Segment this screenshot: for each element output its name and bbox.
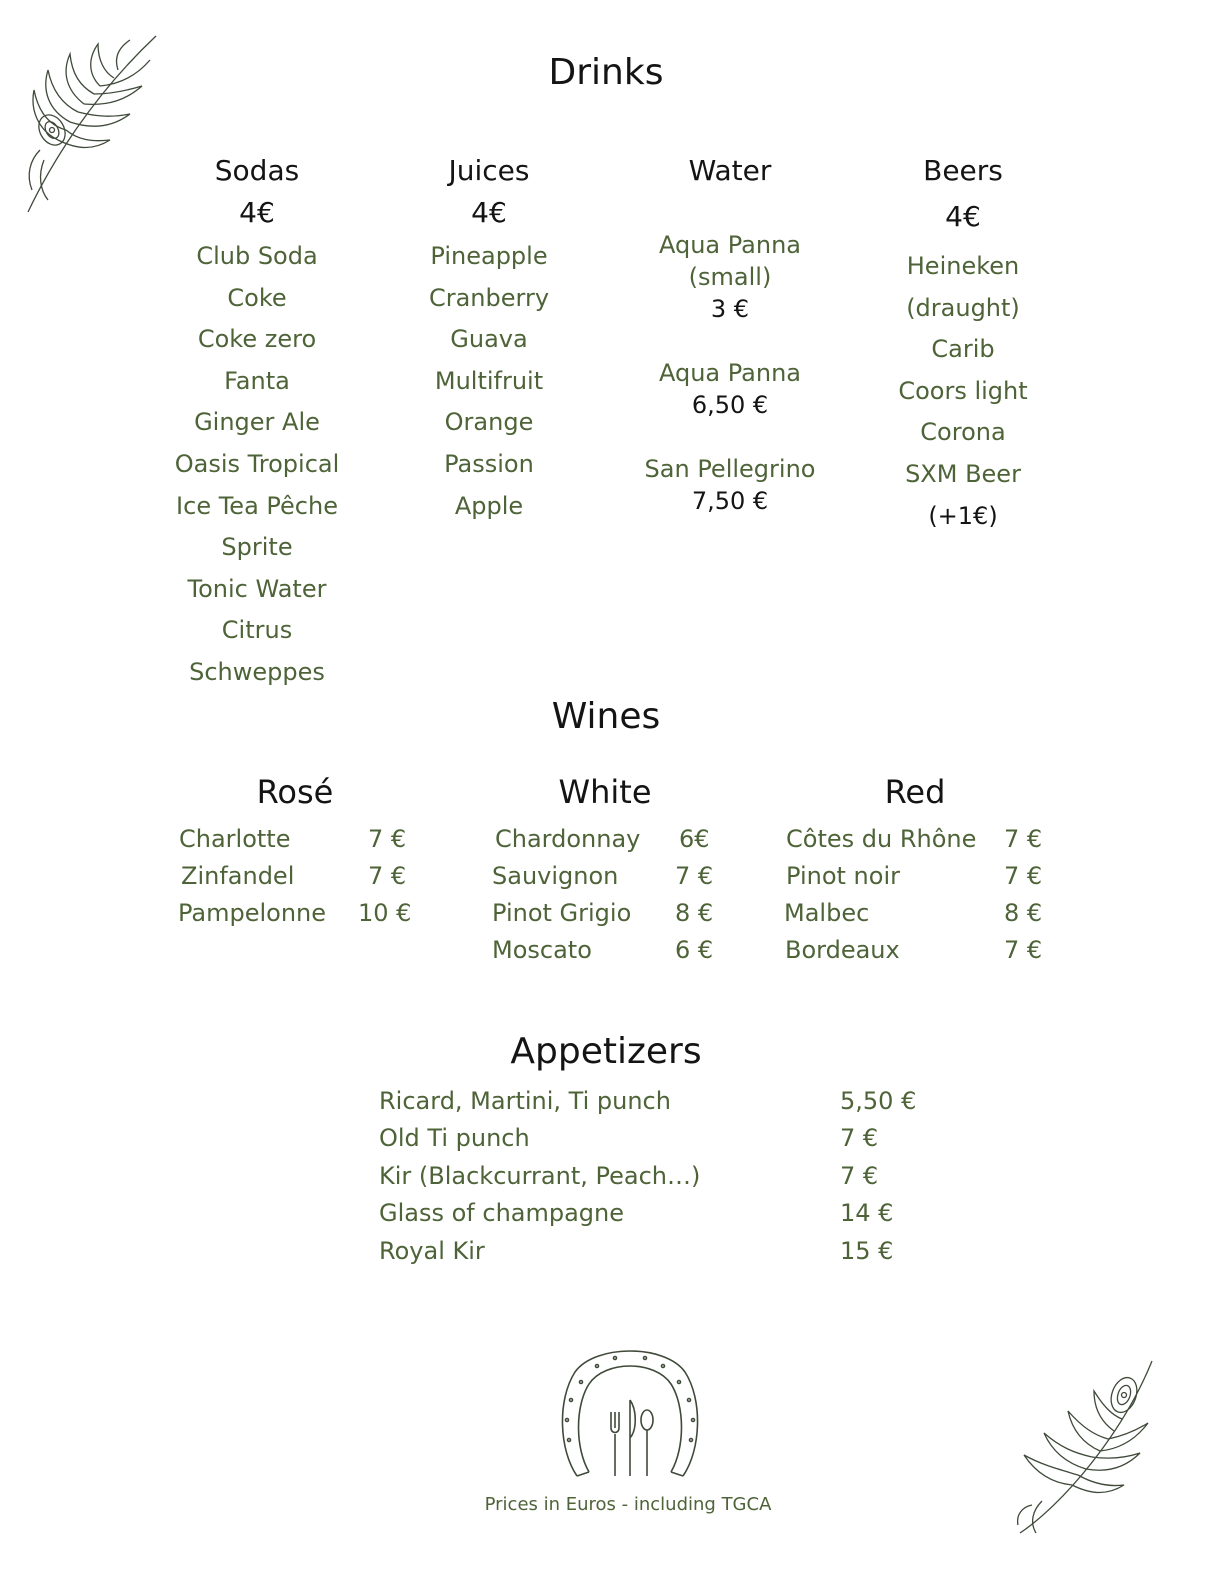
wine-name: Bordeaux bbox=[785, 936, 900, 964]
list-item: Apple bbox=[454, 491, 524, 520]
red-heading: Red bbox=[884, 773, 946, 811]
drinks-title: Drinks bbox=[548, 52, 664, 93]
appetizer-price: 7 € bbox=[840, 1162, 879, 1190]
wine-name: Chardonnay bbox=[495, 825, 641, 853]
wine-price: 7 € bbox=[1004, 862, 1043, 890]
list-item: (+1€) bbox=[928, 501, 998, 530]
appetizer-name: Glass of champagne bbox=[379, 1199, 625, 1227]
juices-price: 4€ bbox=[471, 196, 507, 229]
wine-price: 7 € bbox=[1004, 936, 1043, 964]
wine-name: Sauvignon bbox=[492, 862, 619, 890]
wine-price: 7 € bbox=[675, 862, 714, 890]
wine-price: 6€ bbox=[679, 825, 710, 853]
list-item: Passion bbox=[444, 449, 534, 478]
wine-name: Malbec bbox=[784, 899, 870, 927]
list-item: Multifruit bbox=[434, 366, 544, 395]
wine-name: Pinot noir bbox=[786, 862, 900, 890]
appetizer-name: Kir (Blackcurrant, Peach…) bbox=[379, 1162, 701, 1190]
water-price: 7,50 € bbox=[691, 487, 769, 515]
water-price: 6,50 € bbox=[691, 391, 769, 419]
appetizer-name: Ricard, Martini, Ti punch bbox=[379, 1087, 671, 1115]
wine-price: 7 € bbox=[368, 825, 407, 853]
list-item: (draught) bbox=[906, 293, 1020, 322]
list-item: Sprite bbox=[221, 533, 293, 562]
list-item: Oasis Tropical bbox=[174, 449, 340, 478]
list-item: Ice Tea Pêche bbox=[176, 491, 338, 520]
wine-price: 7 € bbox=[368, 862, 407, 890]
wine-price: 8 € bbox=[1004, 899, 1043, 927]
sodas-price: 4€ bbox=[239, 196, 275, 229]
list-item: Heineken bbox=[906, 252, 1020, 280]
list-item: Coors light bbox=[898, 376, 1028, 405]
water-name: Aqua Panna bbox=[658, 359, 801, 387]
water-item-3 bbox=[610, 453, 850, 517]
appetizer-name: Royal Kir bbox=[379, 1237, 485, 1265]
water-price: 3 € bbox=[710, 295, 750, 323]
list-item: Carib bbox=[931, 335, 995, 364]
list-item: Schweppes bbox=[189, 657, 325, 686]
water-item-2 bbox=[610, 357, 850, 421]
wine-name: Zinfandel bbox=[181, 862, 295, 890]
beers-price: 4€ bbox=[945, 200, 981, 233]
peacock-feather-icon bbox=[1012, 1355, 1162, 1540]
appetizer-name: Old Ti punch bbox=[379, 1124, 530, 1152]
appetizer-price: 5,50 € bbox=[840, 1087, 917, 1115]
wine-name: Charlotte bbox=[179, 825, 291, 853]
list-item: Corona bbox=[920, 418, 1006, 447]
juices-heading: Juices bbox=[448, 154, 530, 187]
rose-heading: Rosé bbox=[256, 773, 334, 811]
list-item: Coke bbox=[227, 283, 287, 312]
appetizer-price: 14 € bbox=[840, 1199, 894, 1227]
list-item: Tonic Water bbox=[187, 574, 327, 603]
list-item: Orange bbox=[444, 408, 534, 437]
appetizer-price: 7 € bbox=[840, 1124, 879, 1152]
water-heading: Water bbox=[688, 154, 772, 187]
list-item: Pineapple bbox=[430, 242, 548, 270]
footer-note: Prices in Euros - including TGCA bbox=[484, 1494, 772, 1515]
beers-heading: Beers bbox=[923, 154, 1003, 187]
peacock-feather-icon bbox=[18, 30, 163, 220]
white-heading: White bbox=[558, 773, 652, 811]
list-item: Fanta bbox=[224, 366, 290, 395]
list-item: Guava bbox=[450, 325, 528, 354]
list-item: Coke zero bbox=[197, 325, 317, 354]
list-item: SXM Beer bbox=[905, 459, 1021, 488]
water-name-note: (small) bbox=[688, 263, 772, 291]
wine-price: 8 € bbox=[675, 899, 714, 927]
wine-name: Côtes du Rhône bbox=[786, 825, 977, 853]
appetizer-price: 15 € bbox=[840, 1237, 894, 1265]
wines-title: Wines bbox=[551, 696, 661, 737]
water-item-1 bbox=[610, 229, 850, 325]
wine-name: Moscato bbox=[492, 936, 592, 964]
list-item: Citrus bbox=[221, 616, 293, 645]
wine-name: Pampelonne bbox=[178, 899, 327, 927]
wine-price: 6 € bbox=[675, 936, 714, 964]
horseshoe-logo-icon bbox=[555, 1340, 705, 1485]
sodas-heading: Sodas bbox=[214, 154, 300, 187]
sodas-list bbox=[137, 236, 377, 694]
water-name: San Pellegrino bbox=[644, 455, 816, 483]
beers-list bbox=[843, 246, 1083, 537]
wine-price: 10 € bbox=[358, 899, 412, 927]
wine-name: Pinot Grigio bbox=[492, 899, 632, 927]
list-item: Club Soda bbox=[196, 242, 318, 270]
list-item: Ginger Ale bbox=[194, 408, 320, 437]
juices-list bbox=[369, 236, 609, 527]
water-name: Aqua Panna bbox=[658, 231, 801, 259]
appetizers-title: Appetizers bbox=[510, 1031, 702, 1072]
wine-price: 7 € bbox=[1004, 825, 1043, 853]
list-item: Cranberry bbox=[428, 283, 550, 312]
